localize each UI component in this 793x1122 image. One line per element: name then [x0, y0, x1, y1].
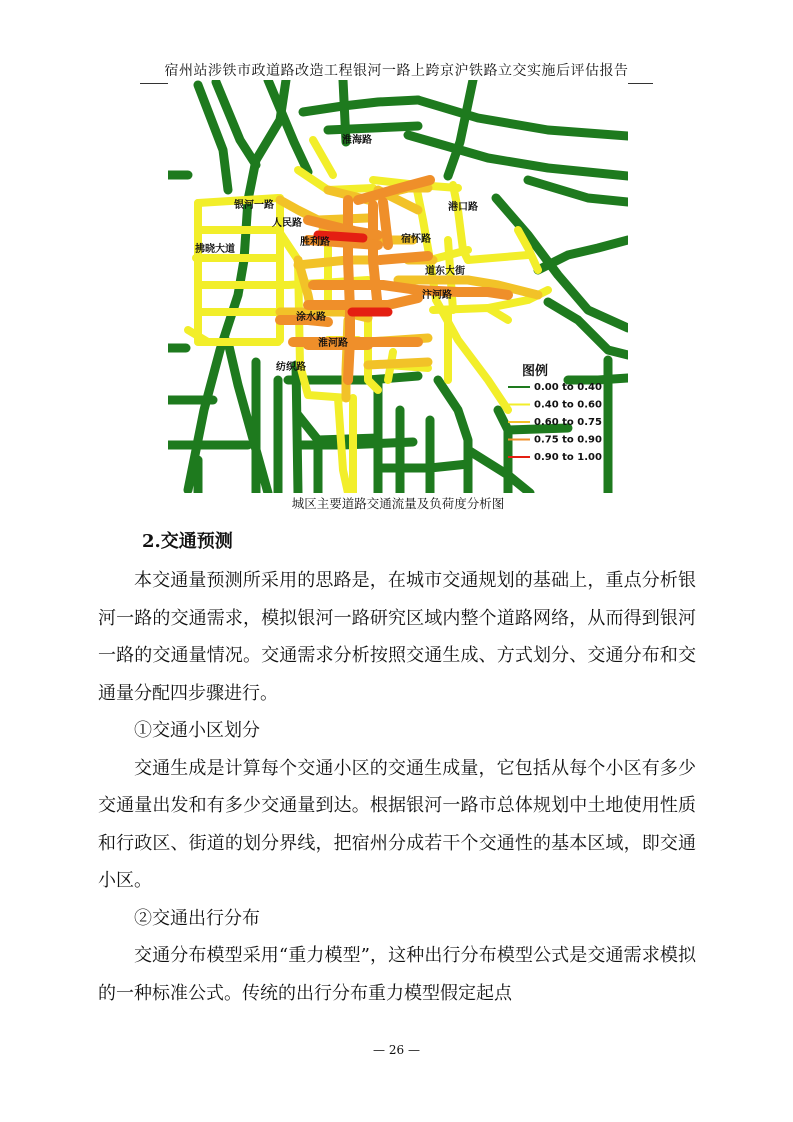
legend-label: 0.40 to 0.60 — [534, 399, 602, 411]
legend-label: 0.75 to 0.90 — [534, 434, 602, 446]
road-label-tushui: 涂水路 — [296, 312, 326, 323]
legend-title: 图例 — [522, 364, 549, 379]
road-label-yinhe1: 银河一路 — [234, 200, 274, 211]
legend-label: 0.60 to 0.75 — [534, 417, 602, 428]
subheading-trip-distribution: ②交通出行分布 — [134, 907, 260, 929]
road-label-shengli: 胜利路 — [300, 237, 330, 248]
legend-items — [508, 382, 602, 463]
subheading-traffic-zones: ①交通小区划分 — [134, 720, 260, 741]
paragraph: 交通生成是计算每个交通小区的交通生成量，它包括从每个小区有多少交通量出发和有多少交通量到达。根据银河一路市总体规划中土地使用性质和行政区、街道的划分界线，把宿州分成若干个交通性的基本区域，即交通小区。 — [98, 757, 696, 891]
page-number: — 26 — — [373, 1043, 420, 1057]
section-title: 2.交通预测 — [142, 531, 233, 552]
legend-label: 0.90 to 1.00 — [534, 452, 602, 463]
legend-label: 0.00 to 0.40 — [534, 382, 602, 393]
body-text — [98, 562, 696, 1012]
road-label-bianhe: 汴河路 — [422, 290, 452, 301]
road-label-suhuai: 宿怀路 — [401, 234, 431, 245]
paragraph: 本交通量预测所采用的思路是，在城市交通规划的基础上，重点分析银河一路的交通需求，模拟银河一路研究区域内整个道路网络，从而得到银河一路的交通量情况。交通需求分析按照交通生成、方式划分、交通分布和交通量分配四步骤进行。 — [98, 570, 696, 704]
road-label-huaihe: 淮河路 — [318, 338, 348, 349]
road-label-fuxiao: 拂晓大道 — [195, 244, 235, 255]
traffic-load-map — [168, 80, 628, 493]
road-label-fangzhi: 纺织路 — [276, 362, 306, 373]
road-label-renmin: 人民路 — [272, 218, 302, 229]
paragraph: 交通分布模型采用“重力模型”，这种出行分布模型公式是交通需求模拟的一种标准公式。传统的出行分布重力模型假定起点 — [98, 945, 696, 1004]
map-svg — [168, 80, 628, 493]
road-label-daodong: 道东大街 — [425, 266, 465, 277]
road-label-gangkou: 港口路 — [448, 202, 478, 213]
figure-caption: 城区主要道路交通流量及负荷度分析图 — [291, 496, 505, 511]
page-header-title: 宿州站涉铁市政道路改造工程银河一路上跨京沪铁路立交实施后评估报告 — [140, 60, 653, 84]
road-label-huaihai: 淮海路 — [342, 135, 372, 146]
